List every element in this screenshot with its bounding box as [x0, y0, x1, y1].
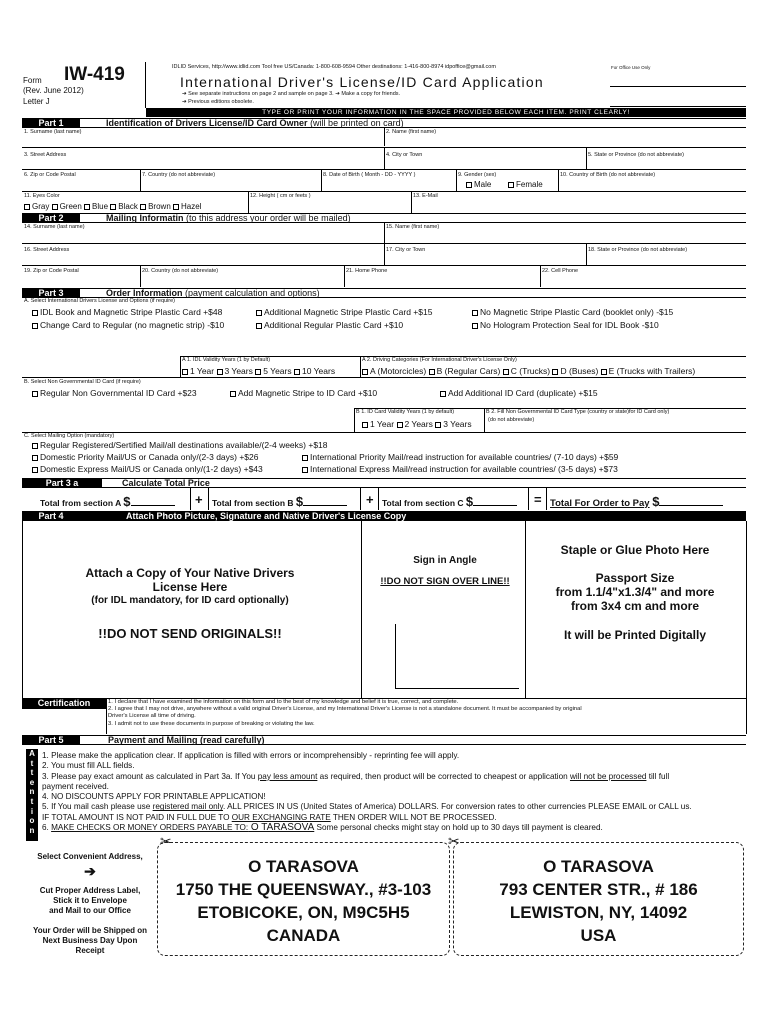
mail-city-field[interactable]: 17. City or Town [386, 247, 426, 253]
first-name-field[interactable]: 2. Name (first name) [386, 129, 437, 135]
add-additional-id-card-option[interactable]: Add Additional ID Card (duplicate) +$15 [440, 388, 598, 398]
eyes-color-options[interactable]: Gray Green Blue Black Brown Hazel [24, 202, 201, 212]
home-phone-field[interactable]: 21. Home Phone [346, 268, 388, 274]
part3a-label: Part 3 a [22, 478, 102, 488]
country-field[interactable]: 7. Country (do not abbreviate) [142, 172, 216, 178]
total-section-c[interactable]: Total from section C $ [382, 494, 517, 509]
mail-state-field[interactable]: 18. State or Province (do not abbreviate) [588, 247, 688, 253]
id-card-type-label[interactable]: B 2. Fill Non Governmental ID Card Type (country or state)for ID Card only) [486, 409, 670, 415]
part3-title: Order Information (payment calculation and options) [106, 288, 320, 298]
gender-label: 9. Gender (sex) [458, 172, 497, 178]
no-hologram-option[interactable]: No Hologram Protection Seal for IDL Book -$10 [472, 320, 659, 330]
part3a-header [22, 478, 746, 488]
add-magnetic-stripe-option[interactable]: Add Magnetic Stripe to ID Card +$10 [230, 388, 377, 398]
form-revision: (Rev. June 2012) [23, 86, 84, 95]
certification-label: Certification [22, 698, 106, 709]
instructions-note: ➔ See separate instructions on page 2 and sample on page 3. ➔ Make a copy for friends. [182, 91, 401, 97]
usa-address-label[interactable]: O TARASOVA 793 CENTER STR., # 186 LEWISTON, NY, 14092 USA [453, 842, 744, 956]
copy-instruction-1: Attach a Copy of Your Native Drivers [85, 566, 295, 580]
eyes-color-label: 11. Eyes Color [24, 193, 60, 199]
payment-instructions: 1. Please make the application clear. If application is filled with errors or incomprehensibly - reprinting fee will apply. 2. You must fill ALL fields. 3. Please pay exact amount as calculated in Part 3a. If You pay less amount as required, then product will be corrected to cheapest or application will not be processed till full payment received. 4. NO DISCOUNTS APPLY FOR PRINTABLE APPLICATION! 5. If You mail cash please use registered mail only. ALL PRICES IN US (United States of America) DOLLARS. For conversion rates to other currencies PLEASE EMAIL or CALL us. IF TOTAL AMOUNT IS NOT PAID IN FULL DUE TO OUR EXCHANGING RATE THEN ORDER WILL NOT BE PROCESSED. 6. MAKE CHECKS OR MONEY ORDERS PAYABLE TO: O TARASOVA Some personal checks might stay on hold up to 30 days till payment is cleared. [42, 751, 692, 834]
mail-street-field[interactable]: 16. Street Address [24, 247, 70, 253]
driving-categories-options[interactable]: A (Motorcicles) B (Regular Cars) C (Trucks) D (Buses) E (Trucks with Trailers) [362, 366, 695, 376]
country-of-birth-field[interactable]: 10. Country of Birth (do not abbreviate) [560, 172, 656, 178]
idl-validity-options[interactable]: 1 Year 3 Years 5 Years 10 Years [182, 366, 335, 376]
equals-sign: = [534, 492, 542, 507]
plus-sign-1: + [195, 492, 203, 507]
canada-address-label[interactable]: O TARASOVA 1750 THE QUEENSWAY., #3-103 ETOBICOKE, ON, M9C5H5 CANADA [157, 842, 450, 956]
international-priority-option[interactable]: International Priority Mail/read instruction for available countries/ (7-10 days) +$59 [302, 452, 618, 462]
contact-info: IDLID Services, http://www.idlid.com Tool free US/Canada: 1-800-608-9594 Other destinations: 1-416-800-8974 idpoffice@gmail.com [172, 64, 496, 70]
part3a-title: Calculate Total Price [122, 478, 210, 488]
date-of-birth-field[interactable]: 8. Date of Birth ( Month - DD - YYYY ) [323, 172, 416, 178]
part2-label: Part 2 [22, 213, 80, 223]
certification-text: 1. I declare that I have examined the information on this form and to the best of my knowledge and belief it is true, correct, and complete. 2. I agree that I may not drive, anywhere without a valid original Driver's License, and my International Driver's License is not a standalone document. It must be accompanied by original Driver's License all time of driving. 3. I admit not to use these documents in purpose of breaking or violating the law. [108, 699, 582, 727]
photo-instruction-5: It will be Printed Digitally [563, 628, 707, 642]
id-validity-options[interactable]: 1 Year 2 Years 3 Years [362, 419, 472, 429]
signature-line[interactable] [395, 688, 519, 689]
photo-instruction-2: Passport Size [595, 571, 675, 585]
height-field[interactable]: 12. Height ( cm or feets ) [250, 193, 311, 199]
section-c-label: C. Select Mailing Option (mandatory) [24, 433, 115, 439]
part1-label: Part 1 [22, 118, 80, 128]
form-letter: Letter J [23, 97, 50, 106]
form-label: Form [23, 76, 42, 85]
city-field[interactable]: 4. City or Town [386, 152, 423, 158]
gender-female-checkbox[interactable]: Female [508, 180, 543, 190]
regular-mail-option[interactable]: Regular Registered/Sertified Mail/all destinations available/(2-4 weeks) +$18 [32, 440, 328, 450]
part3-label: Part 3 [22, 288, 80, 298]
part3-header [22, 288, 746, 298]
form-title: International Driver's License/ID Card Application [180, 74, 544, 90]
driving-categories-label: A 2. Driving Categories (For International Driver's License Only) [362, 357, 517, 363]
state-field[interactable]: 5. State or Province (do not abbreviate) [588, 152, 684, 158]
part5-label: Part 5 [22, 735, 80, 745]
surname-field[interactable]: 1. Surname (last name) [24, 129, 82, 135]
editions-note: ➔ Previous editions obsolete. [182, 99, 254, 105]
attention-vertical-label: A t t e n t i o n [26, 749, 38, 841]
part2-header [22, 213, 746, 223]
id-card-type-note: (do not abbreviate) [488, 417, 535, 423]
idl-validity-label: A 1. IDL Validity Years (1 by Default) [182, 357, 271, 363]
mail-surname-field[interactable]: 14. Surname (last name) [24, 224, 85, 230]
print-clearly-banner: TYPE OR PRINT YOUR INFORMATION IN THE SPACE PROVIDED BELOW EACH ITEM. PRINT CLEARLY! [146, 108, 746, 117]
regular-id-card-option[interactable]: Regular Non Governmental ID Card +$23 [32, 388, 197, 398]
copy-instruction-3: (for IDL mandatory, for ID card optionally) [91, 595, 289, 606]
domestic-express-option[interactable]: Domestic Express Mail/US or Canada only/(1-2 days) +$43 [32, 464, 263, 474]
section-b-label: B. Select Non Governmental ID Card (if require) [24, 379, 141, 385]
scissors-icon: ✂ [448, 833, 460, 849]
additional-regular-card-option[interactable]: Additional Regular Plastic Card +$10 [256, 320, 403, 330]
mail-country-field[interactable]: 20. Country (do not abbreviate) [142, 268, 219, 274]
email-field[interactable]: 13. E-Mail [413, 193, 438, 199]
total-section-b[interactable]: Total from section B $ [212, 494, 347, 509]
mail-zip-field[interactable]: 19. Zip or Code Postal [24, 268, 79, 274]
cell-phone-field[interactable]: 22. Cell Phone [542, 268, 579, 274]
office-use-label: For Office Use Only [611, 65, 651, 70]
part4-header [22, 511, 746, 521]
mail-first-name-field[interactable]: 15. Name (first name) [386, 224, 440, 230]
id-validity-label: B 1. ID Card Validity Years (1 by default) [356, 409, 455, 415]
sign-instruction: Sign in Angle [413, 555, 477, 566]
part1-header [22, 118, 746, 128]
photo-instruction-3: from 1.1/4"x1.3/4" and more [555, 585, 715, 599]
plus-sign-2: + [366, 492, 374, 507]
mailing-instructions: Select Convenient Address, ➔ Cut Proper Address Label, Stick it to Envelope and Mail to our Office Your Order will be Shipped on Next Business Day Upon Receipt [26, 852, 154, 956]
zip-field[interactable]: 6. Zip or Code Postal [24, 172, 76, 178]
part4-label: Part 4 [22, 511, 80, 521]
total-section-a[interactable]: Total from section A $ [40, 494, 175, 509]
part5-header [22, 735, 746, 745]
domestic-priority-option[interactable]: Domestic Priority Mail/US or Canada only/(2-3 days) +$26 [32, 452, 259, 462]
section-a-label: A. Select International Drivers License and Options (if require) [24, 298, 176, 304]
part1-title: Identification of Drivers License/ID Card Owner (will be printed on card) [106, 118, 404, 128]
part5-title: Payment and Mailing (read carefully) [108, 735, 265, 745]
signature-box-left [395, 624, 396, 688]
form-number: IW-419 [64, 64, 125, 85]
scissors-icon: ✂ [160, 833, 172, 849]
photo-instruction-4: from 3x4 cm and more [570, 599, 700, 613]
no-sign-warning: !!DO NOT SIGN OVER LINE!! [380, 576, 510, 587]
total-order-field[interactable]: Total For Order to Pay $ [550, 494, 723, 509]
header-divider [145, 62, 146, 108]
international-express-option[interactable]: International Express Mail/read instruction for available countries/ (3-5 days) +$73 [302, 464, 618, 474]
arrow-right-icon: ➔ [84, 863, 96, 879]
photo-instruction-1: Staple or Glue Photo Here [560, 543, 710, 557]
copy-instruction-2: License Here [152, 580, 228, 594]
change-card-regular-option[interactable]: Change Card to Regular (no magnetic strip) -$10 [32, 320, 224, 330]
street-address-field[interactable]: 3. Street Address [24, 152, 67, 158]
no-magnetic-card-option[interactable]: No Magnetic Stripe Plastic Card (booklet only) -$15 [472, 307, 673, 317]
additional-magnetic-card-option[interactable]: Additional Magnetic Stripe Plastic Card +$15 [256, 307, 432, 317]
gender-male-checkbox[interactable]: Male [466, 180, 491, 190]
no-originals-warning: !!DO NOT SEND ORIGINALS!! [98, 626, 282, 641]
part4-title: Attach Photo Picture, Signature and Native Driver's License Copy [126, 511, 407, 521]
idl-book-option[interactable]: IDL Book and Magnetic Stripe Plastic Card +$48 [32, 307, 222, 317]
part2-title: Mailing Informatin (to this address your order will be mailed) [106, 213, 351, 223]
